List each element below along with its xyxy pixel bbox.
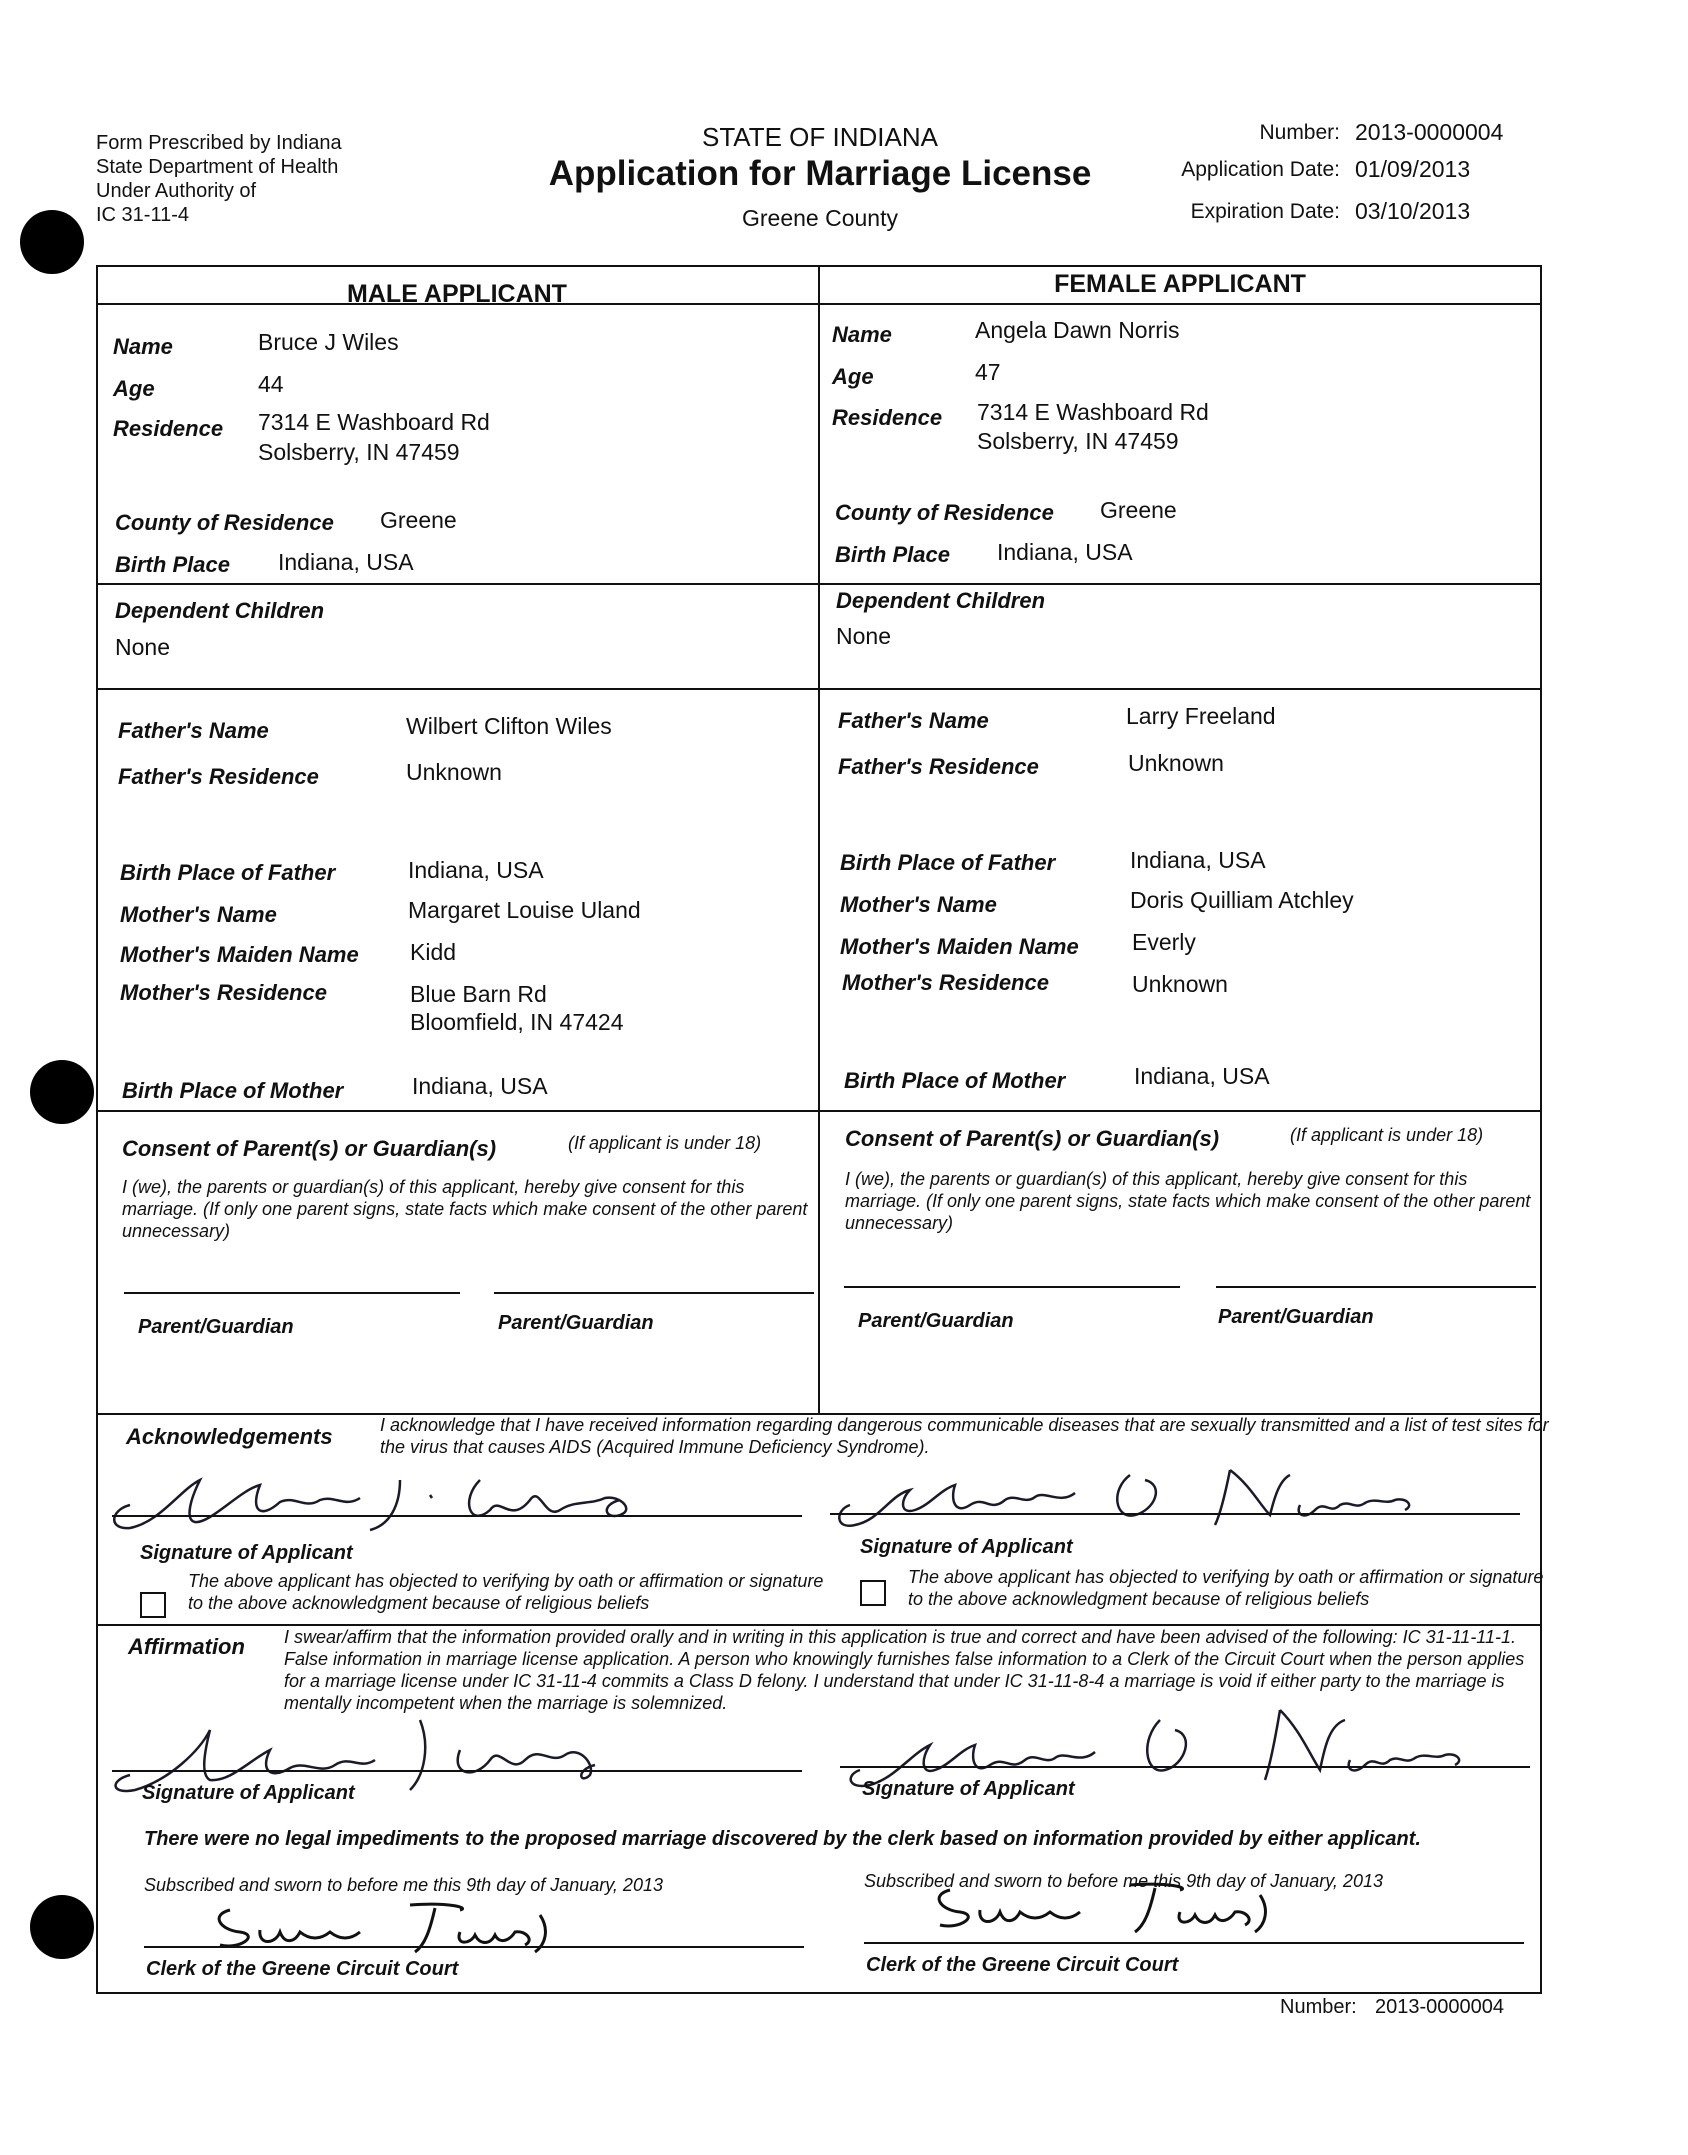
female-mother-name-value: Doris Quilliam Atchley	[1130, 887, 1354, 913]
aff-title: Affirmation	[128, 1634, 245, 1659]
no-impediments-statement: There were no legal impediments to the proposed marriage discovered by the clerk based on information provided by either applicant.	[144, 1828, 1421, 1850]
female-father-name-value: Larry Freeland	[1126, 703, 1276, 729]
female-guardian-label-1: Parent/Guardian	[858, 1310, 1014, 1332]
male-consent-title: Consent of Parent(s) or Guardian(s)	[122, 1136, 497, 1161]
male-aff-signature-label: Signature of Applicant	[142, 1782, 355, 1804]
female-mother-bp-value: Indiana, USA	[1134, 1063, 1270, 1089]
male-ack-signature	[100, 1450, 660, 1540]
ack-text: I acknowledge that I have received information regarding dangerous communicable diseases that are sexually transmitted and a list of test sites for the virus that causes AIDS (Acquired Immune Deficiency Syndrome).	[380, 1415, 1549, 1457]
number-value: 2013-0000004	[1355, 119, 1504, 145]
male-dependents-label: Dependent Children	[115, 598, 325, 623]
female-ack-signature-label: Signature of Applicant	[860, 1536, 1073, 1558]
female-birthplace-value: Indiana, USA	[997, 539, 1133, 565]
female-dependents-label: Dependent Children	[836, 588, 1046, 613]
female-dependents-value: None	[836, 623, 891, 649]
male-consent-note: (If applicant is under 18)	[568, 1133, 762, 1153]
female-mother-name-label: Mother's Name	[840, 892, 997, 917]
app-date-value: 01/09/2013	[1355, 156, 1471, 182]
male-residence-line1: 7314 E Washboard Rd	[258, 409, 490, 435]
female-father-bp-label: Birth Place of Father	[840, 850, 1056, 875]
female-guardian-line-2	[1216, 1286, 1536, 1288]
aff-text: I swear/affirm that the information provided orally and in writing in this application is true and correct and have been advised of the following: IC 31-11-11-1. False information in marriage license application. A person who knowingly furnishes false information to a Clerk of the Circuit Court when the person applies for a marriage license under IC 31-11-4 commits a Class D felony. I understand that under IC 31-11-8-4 a marriage is void if either party to the marriage is mentally incompetent when the marriage is solemnized.	[284, 1627, 1525, 1713]
footer-number-value: 2013-0000004	[1375, 1996, 1505, 2018]
male-ack-signature-line	[112, 1515, 802, 1517]
female-mother-res-label: Mother's Residence	[842, 970, 1049, 995]
female-guardian-line-1	[844, 1286, 1180, 1288]
female-aff-signature-line	[840, 1766, 1530, 1768]
female-clerk-label: Clerk of the Greene Circuit Court	[866, 1954, 1179, 1976]
female-consent-title: Consent of Parent(s) or Guardian(s)	[845, 1126, 1220, 1151]
female-mother-bp-label: Birth Place of Mother	[844, 1068, 1066, 1093]
ack-title: Acknowledgements	[126, 1424, 333, 1449]
male-father-res-label: Father's Residence	[118, 764, 319, 789]
form-prescribed-note: Form Prescribed by Indiana State Department of Health Under Authority of IC 31-11-4	[96, 132, 342, 226]
clerk-signature-2	[920, 1870, 1300, 1940]
female-birthplace-label: Birth Place	[835, 542, 950, 567]
male-mother-bp-label: Birth Place of Mother	[122, 1078, 344, 1103]
male-county-label: County of Residence	[115, 510, 334, 535]
female-mother-res-value: Unknown	[1132, 971, 1228, 997]
male-mother-res-label: Mother's Residence	[120, 980, 327, 1005]
county-heading: Greene County	[742, 205, 898, 231]
female-consent-text: I (we), the parents or guardian(s) of this applicant, hereby give consent for this marriage. (If only one parent signs, state facts which make consent of the other parent unnecessary)	[845, 1169, 1531, 1233]
punch-hole	[30, 1895, 94, 1959]
male-applicant-heading: MALE APPLICANT	[347, 280, 567, 308]
female-ack-signature-line	[830, 1513, 1520, 1515]
rule-consent	[96, 1110, 1540, 1112]
male-mother-name-value: Margaret Louise Uland	[408, 897, 641, 923]
female-ack-signature	[830, 1445, 1470, 1535]
female-guardian-label-2: Parent/Guardian	[1218, 1306, 1374, 1328]
female-county-label: County of Residence	[835, 500, 1054, 525]
punch-hole	[30, 1060, 94, 1124]
female-age-value: 47	[975, 359, 1001, 385]
female-residence-line2: Solsberry, IN 47459	[977, 428, 1179, 454]
female-applicant-heading: FEMALE APPLICANT	[1054, 270, 1306, 298]
male-mother-maiden-value: Kidd	[410, 939, 457, 965]
page-title: Application for Marriage License	[548, 154, 1092, 193]
male-father-bp-label: Birth Place of Father	[120, 860, 336, 885]
female-consent-note: (If applicant is under 18)	[1290, 1125, 1484, 1145]
female-sworn-text: Subscribed and sworn to before me this 9th day of January, 2013	[864, 1871, 1383, 1891]
male-mother-bp-value: Indiana, USA	[412, 1073, 548, 1099]
app-date-label: Application Date:	[1181, 158, 1340, 181]
state-heading: STATE OF INDIANA	[702, 122, 938, 152]
male-mother-maiden-label: Mother's Maiden Name	[120, 942, 359, 967]
male-father-name-value: Wilbert Clifton Wiles	[406, 713, 612, 739]
male-father-bp-value: Indiana, USA	[408, 857, 544, 883]
female-name-label: Name	[832, 322, 892, 347]
male-clerk-label: Clerk of the Greene Circuit Court	[146, 1958, 459, 1980]
rule-children	[96, 583, 1540, 585]
male-age-label: Age	[113, 376, 155, 401]
male-birthplace-value: Indiana, USA	[278, 549, 414, 575]
exp-date-label: Expiration Date:	[1190, 200, 1340, 223]
male-ack-signature-label: Signature of Applicant	[140, 1542, 353, 1564]
female-mother-maiden-label: Mother's Maiden Name	[840, 934, 1079, 959]
female-father-res-label: Father's Residence	[838, 754, 1039, 779]
female-residence-label: Residence	[832, 405, 943, 430]
male-guardian-label-1: Parent/Guardian	[138, 1316, 294, 1338]
male-guardian-label-2: Parent/Guardian	[498, 1312, 654, 1334]
female-father-bp-value: Indiana, USA	[1130, 847, 1266, 873]
female-residence-line1: 7314 E Washboard Rd	[977, 399, 1209, 425]
punch-hole	[20, 210, 84, 274]
footer-number-label: Number:	[1280, 1996, 1357, 2018]
male-residence-label: Residence	[113, 416, 224, 441]
male-residence-line2: Solsberry, IN 47459	[258, 439, 460, 465]
male-name-value: Bruce J Wiles	[258, 329, 399, 355]
male-objection-text: The above applicant has objected to verifying by oath or affirmation or signature to the above acknowledgment because of religious beliefs	[188, 1571, 824, 1613]
male-sworn-text: Subscribed and sworn to before me this 9th day of January, 2013	[144, 1875, 663, 1895]
female-objection-checkbox[interactable]	[860, 1580, 886, 1606]
male-consent-text: I (we), the parents or guardian(s) of this applicant, hereby give consent for this marriage. (If only one parent signs, state facts which make consent of the other parent unnecessary)	[122, 1177, 808, 1241]
male-aff-signature-line	[112, 1770, 802, 1772]
male-county-value: Greene	[380, 507, 457, 533]
male-father-name-label: Father's Name	[118, 718, 269, 743]
male-mother-res-line2: Bloomfield, IN 47424	[410, 1009, 624, 1035]
female-objection-text: The above applicant has objected to verifying by oath or affirmation or signature to the above acknowledgment because of religious beliefs	[908, 1567, 1544, 1609]
clerk-signature-1	[200, 1890, 580, 1960]
male-objection-checkbox[interactable]	[140, 1592, 166, 1618]
female-name-value: Angela Dawn Norris	[975, 317, 1180, 343]
male-mother-name-label: Mother's Name	[120, 902, 277, 927]
number-label: Number:	[1259, 121, 1340, 144]
male-guardian-line-1	[124, 1292, 460, 1294]
female-aff-signature	[840, 1690, 1500, 1790]
center-divider	[818, 265, 820, 1415]
male-clerk-line	[144, 1946, 804, 1948]
exp-date-value: 03/10/2013	[1355, 198, 1471, 224]
rule-parents	[96, 688, 1540, 690]
female-mother-maiden-value: Everly	[1132, 929, 1196, 955]
female-county-value: Greene	[1100, 497, 1177, 523]
female-father-name-label: Father's Name	[838, 708, 989, 733]
male-name-label: Name	[113, 334, 173, 359]
male-birthplace-label: Birth Place	[115, 552, 230, 577]
male-mother-res-line1: Blue Barn Rd	[410, 981, 547, 1007]
male-guardian-line-2	[494, 1292, 814, 1294]
female-father-res-value: Unknown	[1128, 750, 1224, 776]
female-clerk-line	[864, 1942, 1524, 1944]
female-age-label: Age	[832, 364, 874, 389]
male-dependents-value: None	[115, 634, 170, 660]
male-age-value: 44	[258, 371, 284, 397]
male-father-res-value: Unknown	[406, 759, 502, 785]
female-aff-signature-label: Signature of Applicant	[862, 1778, 1075, 1800]
